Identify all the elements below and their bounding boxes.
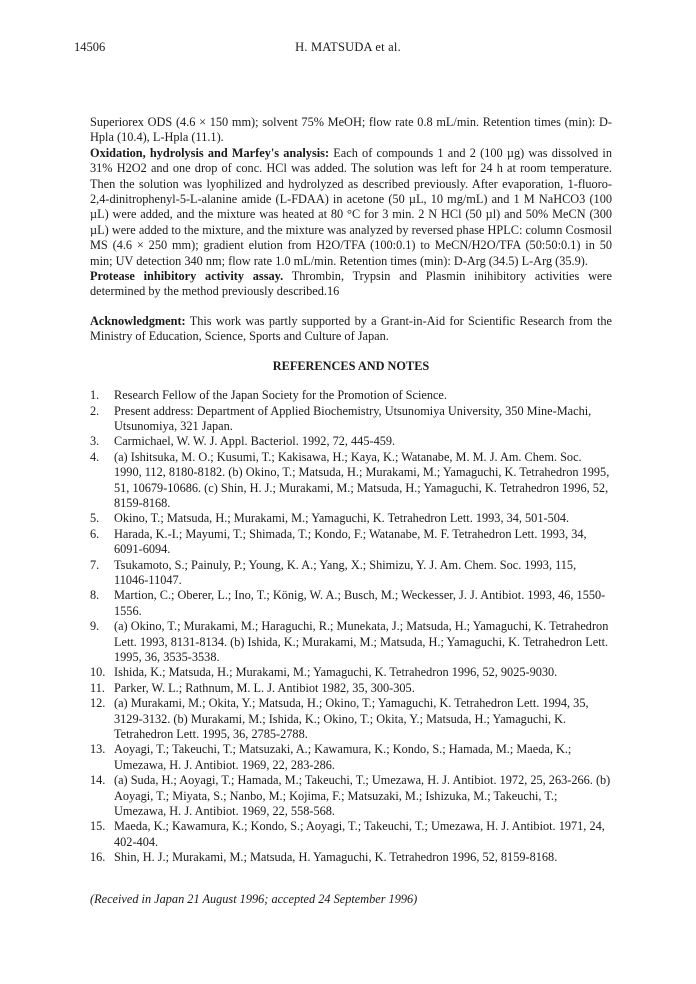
spacer bbox=[90, 300, 612, 314]
reference-number: 2. bbox=[90, 403, 100, 418]
reference-number: 16. bbox=[90, 850, 106, 865]
reference-item bbox=[90, 665, 612, 680]
reference-item bbox=[90, 742, 612, 773]
oxidation-heading: Oxidation, hydrolysis and Marfey's analysis: bbox=[90, 145, 330, 160]
acknowledgment-paragraph bbox=[90, 314, 612, 345]
reference-text: (a) Murakami, M.; Okita, Y.; Matsuda, H.; Okino, T.; Yamaguchi, K. Tetrahedron Lett. 1994, 35, 3129-3132. (b) Murakami, M.; Ishida, K.; Okino, T.; Okita, Y.; Matsuda, H.; Yamaguchi, K. Tetrahedron Lett. 1995, 36, 2785-2788. bbox=[114, 696, 589, 742]
acknowledgment-body: This work was partly supported by a Grant-in-Aid for Scientific Research from the Ministry of Education, Science, Sports and Culture of Japan. bbox=[90, 313, 612, 344]
reference-item bbox=[90, 696, 612, 742]
received-line: (Received in Japan 21 August 1996; accepted 24 September 1996) bbox=[90, 891, 418, 906]
reference-item bbox=[90, 527, 612, 558]
reference-text: (a) Ishitsuka, M. O.; Kusumi, T.; Kakisawa, H.; Kaya, K.; Watanabe, M. M. J. Am. Chem. Soc. 1990, 112, 8180-8182. (b) Okino, T.; Matsuda, H.; Murakami, M.; Yamaguchi, K. Tetrahedron 1995, 51, 10679-10686. (c) Shin, H. J.; Murakami, M.; Matsuda, H.; Yamaguchi, K. Tetrahedron 1996, 52, 8159-8168. bbox=[114, 449, 610, 510]
reference-number: 5. bbox=[90, 511, 100, 526]
reference-item bbox=[90, 850, 612, 865]
acknowledgment-heading: Acknowledgment: bbox=[90, 313, 186, 328]
spacer bbox=[90, 345, 612, 359]
protease-heading: Protease inhibitory activity assay. bbox=[90, 269, 284, 284]
reference-number: 4. bbox=[90, 449, 100, 464]
reference-item bbox=[90, 558, 612, 589]
reference-item bbox=[90, 681, 612, 696]
reference-item bbox=[90, 588, 612, 619]
reference-text: Ishida, K.; Matsuda, H.; Murakami, M.; Yamaguchi, K. Tetrahedron 1996, 52, 9025-9030. bbox=[114, 665, 558, 680]
reference-number: 15. bbox=[90, 819, 106, 834]
references-heading: REFERENCES AND NOTES bbox=[272, 358, 430, 373]
reference-item bbox=[90, 450, 612, 512]
reference-item bbox=[90, 819, 612, 850]
reference-number: 7. bbox=[90, 557, 100, 572]
reference-text: Shin, H. J.; Murakami, M.; Matsuda, H. Yamaguchi, K. Tetrahedron 1996, 52, 8159-8168. bbox=[114, 850, 558, 865]
references-list bbox=[90, 388, 612, 866]
reference-text: Harada, K.-I.; Mayumi, T.; Shimada, T.; Kondo, F.; Watanabe, M. F. Tetrahedron Lett. 1993, 34, 6091-6094. bbox=[114, 526, 587, 557]
reference-item bbox=[90, 511, 612, 526]
article-body bbox=[90, 115, 612, 907]
reference-text: Research Fellow of the Japan Society for the Promotion of Science. bbox=[114, 388, 447, 403]
reference-number: 3. bbox=[90, 434, 100, 449]
reference-text: Carmichael, W. W. J. Appl. Bacteriol. 1992, 72, 445-459. bbox=[114, 434, 396, 449]
reference-text: Tsukamoto, S.; Painuly, P.; Young, K. A.; Yang, X.; Shimizu, Y. J. Am. Chem. Soc. 1993, 115, 11046-11047. bbox=[114, 557, 577, 587]
reference-text: (a) Okino, T.; Murakami, M.; Haraguchi, R.; Munekata, J.; Matsuda, H.; Yamaguchi, K. Tetrahedron Lett. 1993, 8131-8134. (b) Ishida, K.; Murakami, M.; Matsuda, H.; Yamaguchi, K. Tetrahedron Lett. 1995, 36, 3535-3538. bbox=[114, 619, 609, 664]
reference-number: 14. bbox=[90, 773, 106, 788]
protease-paragraph bbox=[90, 269, 612, 300]
reference-number: 9. bbox=[90, 619, 100, 634]
reference-text: Maeda, K.; Kawamura, K.; Kondo, S.; Aoyagi, T.; Takeuchi, T.; Umezawa, H. J. Antibiot. 1971, 24, 402-404. bbox=[114, 819, 605, 849]
reference-item bbox=[90, 404, 612, 435]
reference-text: Present address: Department of Applied Biochemistry, Utsunomiya University, 350 Mine-Machi, Utsunomiya, 321 Japan. bbox=[114, 403, 592, 433]
reference-number: 6. bbox=[90, 526, 100, 541]
reference-number: 8. bbox=[90, 588, 100, 603]
hplc-conditions-paragraph: Superiorex ODS (4.6 × 150 mm); solvent 75% MeOH; flow rate 0.8 mL/min. Retention times (min): D-Hpla (10.4), L-Hpla (11.1). bbox=[90, 115, 612, 145]
reference-text: Parker, W. L.; Rathnum, M. L. J. Antibiot 1982, 35, 300-305. bbox=[114, 680, 415, 695]
reference-number: 10. bbox=[90, 665, 106, 680]
reference-item bbox=[90, 773, 612, 819]
reference-item bbox=[90, 619, 612, 665]
reference-item bbox=[90, 434, 612, 449]
reference-text: (a) Suda, H.; Aoyagi, T.; Hamada, M.; Takeuchi, T.; Umezawa, H. J. Antibiot. 1972, 25, 263-266. (b) Aoyagi, T.; Miyata, S.; Nanbo, M.; Kojima, F.; Matsuzaki, M.; Ishizuka, M.; Takeuchi, T.; Umezawa, H. J. Antibiot. 1969, 22, 558-568. bbox=[114, 773, 611, 819]
reference-number: 11. bbox=[90, 680, 105, 695]
reference-number: 1. bbox=[90, 388, 100, 403]
reference-text: Okino, T.; Matsuda, H.; Murakami, M.; Yamaguchi, K. Tetrahedron Lett. 1993, 34, 501-504. bbox=[114, 511, 570, 526]
reference-item bbox=[90, 388, 612, 403]
oxidation-body: Each of compounds 1 and 2 (100 µg) was dissolved in 31% H2O2 and one drop of conc. HCl was added. The solution was left for 24 h at room temperature. Then the solution was lyophilized and hydrolyzed as described previously. After evaporation, 1-fluoro-2,4-dinitrophenyl-5-L-alanine amide (L-FDAA) in acetone (50 µL, 10 mg/mL) and 1 M NaHCO3 (100 µL) were added, and the mixture was heated at 80 °C for 3 min. 2 N HCl (50 µl) and 50% MeCN (300 µL) were added to the mixture, and the mixture was analyzed by reversed phase HPLC: column Cosmosil MS (4.6 × 250 mm); gradient elution from H2O/TFA (100:0.1) to MeCN/H2O/TFA (50:50:0.1) in 50 min; UV detection 340 nm; flow rate 1.0 mL/min. Retention times (min): D-Arg (34.5) L-Arg (35.9). bbox=[90, 145, 612, 268]
protease-body: Thrombin, Trypsin and Plasmin inihibitory activities were determined by the method previously described.16 bbox=[90, 269, 612, 299]
reference-number: 13. bbox=[90, 742, 106, 757]
running-head: H. MATSUDA et al. bbox=[295, 40, 401, 54]
reference-text: Aoyagi, T.; Takeuchi, T.; Matsuzaki, A.; Kawamura, K.; Kondo, S.; Hamada, M.; Maeda, K.; Umezawa, H. J. Antibiot. 1969, 22, 283-286. bbox=[114, 742, 572, 772]
page-number: 14506 bbox=[74, 40, 106, 54]
oxidation-paragraph bbox=[90, 146, 612, 269]
reference-number: 12. bbox=[90, 696, 106, 711]
reference-text: Martion, C.; Oberer, L.; Ino, T.; König, W. A.; Busch, M.; Weckesser, J. J. Antibiot. 1993, 46, 1550-1556. bbox=[114, 588, 606, 618]
